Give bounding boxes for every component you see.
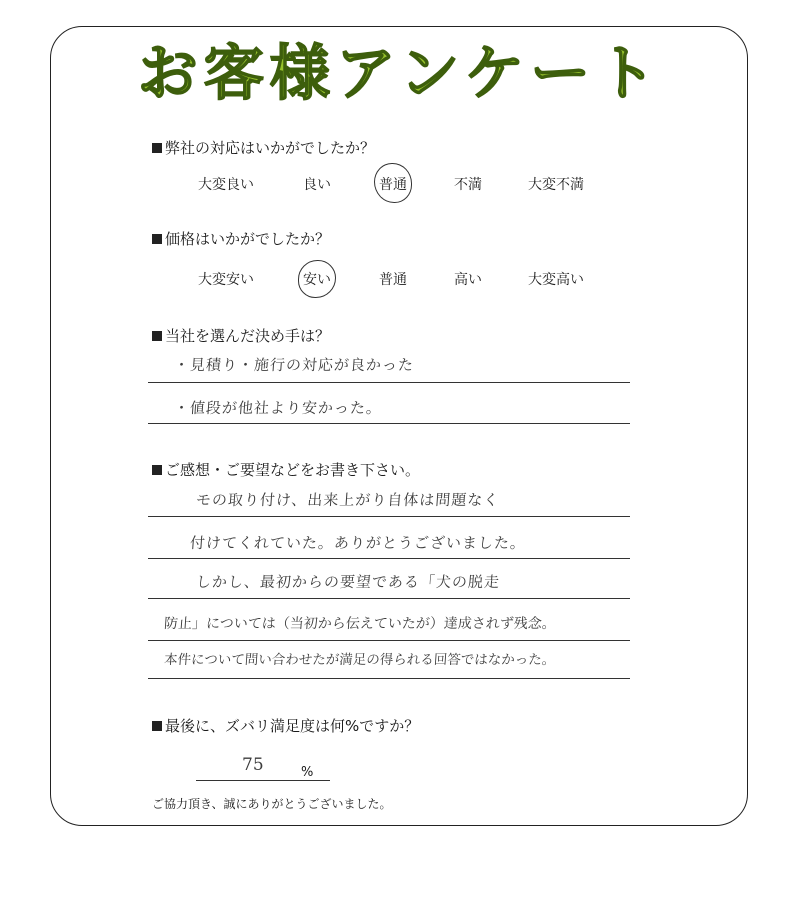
q4-answer-3: しかし、最初からの要望である「犬の脱走 [195,573,501,591]
q1-option-1: 大変良い [198,177,254,193]
q4-answer-2: 付けてくれていた。ありがとうございました。 [189,534,527,552]
answer-line [196,780,330,781]
q2-option-2: 安い [303,272,331,288]
question-5-label: 最後に、ズバリ満足度は何%ですか？ [165,717,420,735]
question-1-label: 弊社の対応はいかがでしたか？ [165,139,376,157]
bullet-square-icon [152,465,162,475]
question-3 [152,326,330,346]
question-2 [152,229,330,249]
q2-option-1: 大変安い [198,272,254,288]
survey-title: お客様アンケート [137,39,663,109]
question-2-label: 価格はいかがでしたか？ [165,230,331,248]
question-4-label: ご感想・ご要望などをお書き下さい。 [165,461,421,479]
question-5 [152,716,419,736]
q1-option-2: 良い [303,177,331,193]
bullet-square-icon [152,234,162,244]
q4-answer-4: 防止」については（当初から伝えていたが）達成されず残念。 [163,616,557,632]
bullet-square-icon [152,331,162,341]
bullet-square-icon [152,721,162,731]
answer-line [148,558,630,559]
answer-line [148,516,630,517]
selection-circle [374,163,412,203]
answer-line [148,640,630,641]
answer-line [148,382,630,383]
answer-line [148,598,630,599]
satisfaction-value: 75 [242,755,264,775]
q3-answer-2: ・値段が他社より安かった。 [173,399,383,417]
question-1 [152,138,375,158]
q2-option-3: 普通 [379,272,407,288]
percent-unit: % [301,765,314,780]
q1-option-3: 普通 [379,177,407,193]
q4-answer-5: 本件について問い合わせたが満足の得られる回答ではなかった。 [163,652,556,668]
answer-line [148,678,630,679]
question-3-label: 当社を選んだ決め手は？ [165,327,331,345]
q3-answer-1: ・見積り・施行の対応が良かった [173,356,415,374]
bullet-square-icon [152,143,162,153]
q2-option-4: 高い [454,272,482,288]
thanks-message: ご協力頂き、誠にありがとうございました。 [152,797,392,811]
q4-answer-1: モの取り付け、出来上がり自体は問題なく [195,491,501,509]
answer-line [148,423,630,424]
question-4 [152,460,420,480]
q2-option-5: 大変高い [528,272,584,288]
q1-option-4: 不満 [454,177,482,193]
q1-option-5: 大変不満 [528,177,584,193]
